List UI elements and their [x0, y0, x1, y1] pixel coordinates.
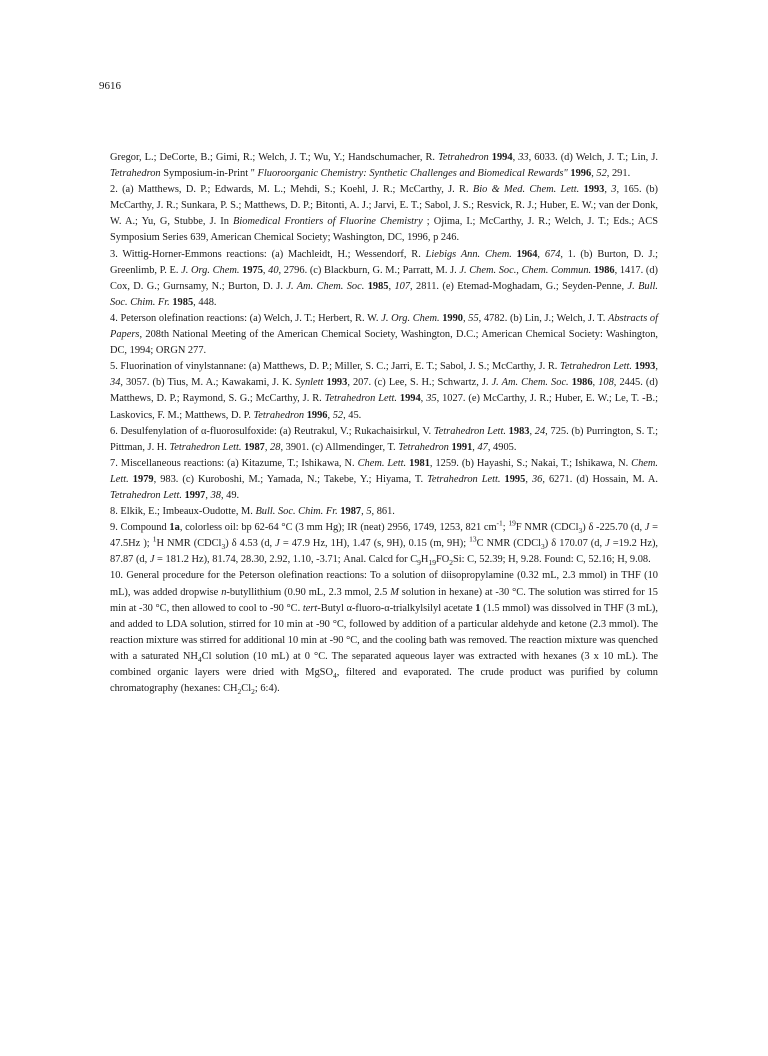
reference-4: 4. Peterson olefination reactions: (a) Welch, J. T.; Herbert, R. W. J. Org. Chem. 1990, 55, 4782. (b) Lin, J.; Welch, J. T. Abstracts of Papers, 208th National Meeting of the American Chemical Society, Washington, D.C.; American Chemical Society: Washington, DC, 1994; ORGN 277. — [110, 312, 658, 357]
reference-2: 2. (a) Matthews, D. P.; Edwards, M. L.; Mehdi, S.; Koehl, J. R.; McCarthy, J. R. Bio & Med. Chem. Lett. 1993, 3, 165. (b) McCarthy, J. R.; Sunkara, P. S.; Matthews, D. P.; Bitonti, A. J.; Jarvi, E. T.; Sabol, J. S.; Resvick, R. J.; Huber, E. W.; van der Donk, W. A.; Yu, G, Stubbe, J. In Biomedical Frontiers of Fluorine Chemistry ; Ojima, I.; McCarthy, J. R.; Welch, J. T.; Eds.; ACS Symposium Series 639, American Chemical Society; Washington, DC, 1996, p 246. — [110, 184, 659, 244]
reference-5: 5. Fluorination of vinylstannane: (a) Matthews, D. P.; Miller, S. C.; Jarri, E. T.; Sabol, J. S.; McCarthy, J. R. Tetrahedron Lett. 1993, 34, 3057. (b) Tius, M. A.; Kawakami, J. K. Synlett 1993, 207. (c) Lee, S. H.; Schwartz, J. J. Am. Chem. Soc. 1986, 108, 2445. (d) Matthews, D. P.; Raymond, S. G.; McCarthy, J. R. Tetrahedron Lett. 1994, 35, 1027. (e) McCarthy, J. R.; Huber, E. W.; Le, T. -B.; Laskovics, F. M.; Matthews, D. P. Tetrahedron 1996, 52, 45. — [110, 361, 659, 421]
reference-1-continued: Gregor, L.; DeCorte, B.; Gimi, R.; Welch, J. T.; Wu, Y.; Handschumacher, R. Tetrahedron 1994, 33, 6033. (d) Welch, J. T.; Lin, J. Tetrahedron Symposium-in-Print " Fluoroorganic Chemistry: Synthetic Challenges and Biomedical Rewards" 1996, 52, 291. — [110, 152, 658, 180]
reference-7: 7. Miscellaneous reactions: (a) Kitazume, T.; Ishikawa, N. Chem. Lett. 1981, 1259. (b) Hayashi, S.; Nakai, T.; Ishikawa, N. Chem. Lett. 1979, 983. (c) Kuroboshi, M.; Yamada, N.; Takebe, Y.; Hiyama, T. Tetrahedron Lett. 1995, 36, 6271. (d) Hossain, M. A. Tetrahedron Lett. 1997, 38, 49. — [110, 457, 658, 501]
reference-3: 3. Wittig-Horner-Emmons reactions: (a) Machleidt, H.; Wessendorf, R. Liebigs Ann. Chem. 1964, 674, 1. (b) Burton, D. J.; Greenlimb, P. E. J. Org. Chem. 1975, 40, 2796. (c) Blackburn, G. M.; Parratt, M. J. J. Chem. Soc., Chem. Commun. 1986, 1417. (d) Cox, D. G.; Gurnsamy, N.; Burton, D. J. J. Am. Chem. Soc. 1985, 107, 2811. (e) Etemad-Moghadam, G.; Seyden-Penne, J. Bull. Soc. Chim. Fr. 1985, 448. — [110, 248, 659, 308]
reference-9: 9. Compound 1a, colorless oil: bp 62-64 °C (3 mm Hg); IR (neat) 2956, 1749, 1253, 821 $cm^{-1}$; $^{19}$F NMR (CDCl$_3$) δ -225.70 (d, J = 47.5Hz ); $^1$H NMR (CDCl$_3$) δ 4.53 (d, J = 47.9 Hz, 1H), 1.47 (s, 9H), 0.15 (m, 9H); $^{13}$C NMR (CDCl$_3$) δ 170.07 (d, J =19.2 Hz), 87.87 (d, J = 181.2 Hz), 81.74, 28.30, 2.92, 1.10, -3.71; Anal. Calcd for $C_9H_{19}FO_2Si$: C, 52.39; H, 9.28. Found: C, 52.16; H, 9.08. — [110, 518, 659, 568]
page-number: 9616 — [99, 80, 121, 92]
reference-6: 6. Desulfenylation of α-fluorosulfoxide: (a) Reutrakul, V.; Rukachaisirkul, V. Tetrahedron Lett. 1983, 24, 725. (b) Purrington, S. T.; Pittman, J. H. Tetrahedron Lett. 1987, 28, 3901. (c) Allmendinger, T. Tetrahedron 1991, 47, 4905. — [110, 425, 658, 453]
reference-8: 8. Elkik, E.; Imbeaux-Oudotte, M. Bull. Soc. Chim. Fr. 1987, 5, 861. — [110, 506, 395, 518]
reference-10: 10. General procedure for the Peterson olefination reactions: To a solution of diisopropylamine (0.32 mL, 2.3 mmol) in THF (10 mL), was added dropwise n-butyllithium (0.90 mL, 2.3 mmol, 2.5 M solution in hexane) at -30 °C. The solution was stirred for 15 min at -30 °C, then allowed to cool to -90 °C. tert-Butyl α-fluoro-α-trialkylsilyl acetate 1 (1.5 mmol) was dissolved in THF (3 mL), and added to LDA solution, stirred for 10 min at -90 °C, followed by addition of a particular aldehyde and ketone (2.3 mmol). The reaction mixture was stirred for additional 10 min at -90 °C, and the cooling bath was removed. The reaction mixture was quenched with a saturated $NH_4Cl$ solution (10 mL) at 0 °C. The separated aqueous layer was extracted with hexanes (3 x 10 mL). The combined organic layers were dried with MgSO$_4$, filtered and evaporated. The crude product was purified by column chromatography (hexanes: $CH_2Cl_2$; 6:4). — [110, 570, 658, 697]
references-section — [110, 150, 658, 697]
